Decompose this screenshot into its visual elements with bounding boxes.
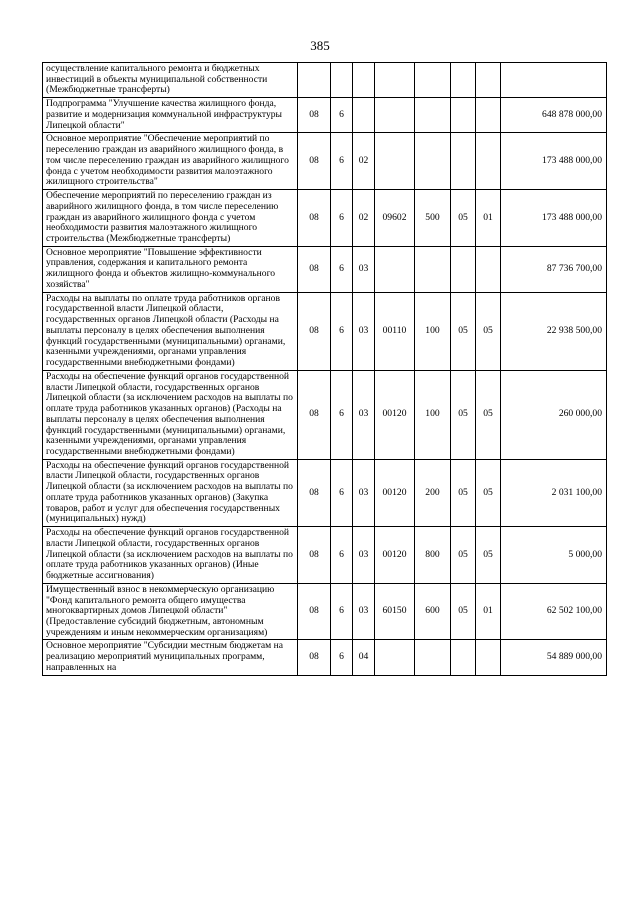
section-code-cell: 08 bbox=[298, 98, 331, 133]
chapter-code-cell bbox=[451, 98, 476, 133]
section-code-cell: 08 bbox=[298, 246, 331, 292]
row-name-cell: Расходы на обеспечение функций органов государственной власти Липецкой области, государственных органов Липецкой области (за исключением расходов на выплаты по оплате труда работников указанных органов) (Расходы на выплаты персоналу в целях обеспечения выполнения функций государственными (муниципальными) органами, казенными учреждениями, органами управления государственными внебюджетными фондами) bbox=[43, 370, 298, 459]
table-row bbox=[43, 190, 607, 247]
expense-code-cell bbox=[375, 640, 415, 675]
expense-code-cell bbox=[375, 63, 415, 98]
table-row bbox=[43, 246, 607, 292]
program-code-cell: 03 bbox=[353, 246, 375, 292]
subsection-code-cell: 6 bbox=[331, 583, 353, 640]
type-code-cell bbox=[415, 133, 451, 190]
program-code-cell: 03 bbox=[353, 583, 375, 640]
expense-code-cell bbox=[375, 246, 415, 292]
chapter-code-cell: 05 bbox=[451, 370, 476, 459]
table-row bbox=[43, 527, 607, 584]
table-body bbox=[43, 63, 607, 676]
subchapter-code-cell: 05 bbox=[476, 370, 501, 459]
type-code-cell bbox=[415, 63, 451, 98]
subsection-code-cell: 6 bbox=[331, 133, 353, 190]
expense-code-cell bbox=[375, 133, 415, 190]
row-name-cell: Основное мероприятие "Обеспечение мероприятий по переселению граждан из аварийного жилищного фонда, в том числе переселению граждан из аварийного жилищного фонда с учетом необходимости развития малоэтажного жилищного строительства" bbox=[43, 133, 298, 190]
subchapter-code-cell: 01 bbox=[476, 583, 501, 640]
amount-cell bbox=[501, 63, 607, 98]
program-code-cell: 02 bbox=[353, 133, 375, 190]
amount-cell: 62 502 100,00 bbox=[501, 583, 607, 640]
subchapter-code-cell bbox=[476, 640, 501, 675]
table-row bbox=[43, 98, 607, 133]
expense-code-cell: 60150 bbox=[375, 583, 415, 640]
amount-cell: 22 938 500,00 bbox=[501, 292, 607, 370]
subchapter-code-cell bbox=[476, 63, 501, 98]
table-row bbox=[43, 370, 607, 459]
subsection-code-cell: 6 bbox=[331, 370, 353, 459]
table-row bbox=[43, 583, 607, 640]
table-row bbox=[43, 63, 607, 98]
section-code-cell: 08 bbox=[298, 527, 331, 584]
chapter-code-cell: 05 bbox=[451, 190, 476, 247]
program-code-cell: 03 bbox=[353, 527, 375, 584]
type-code-cell: 600 bbox=[415, 583, 451, 640]
subchapter-code-cell: 05 bbox=[476, 292, 501, 370]
expense-code-cell bbox=[375, 98, 415, 133]
type-code-cell: 800 bbox=[415, 527, 451, 584]
table-row bbox=[43, 292, 607, 370]
row-name-cell: Расходы на обеспечение функций органов государственной власти Липецкой области, государственных органов Липецкой области (за исключением расходов на выплаты по оплате труда работников указанных органов) (Иные бюджетные ассигнования) bbox=[43, 527, 298, 584]
type-code-cell bbox=[415, 640, 451, 675]
type-code-cell: 100 bbox=[415, 292, 451, 370]
subchapter-code-cell bbox=[476, 133, 501, 190]
budget-table bbox=[42, 62, 607, 676]
subsection-code-cell: 6 bbox=[331, 640, 353, 675]
row-name-cell: осуществление капитального ремонта и бюджетных инвестиций в объекты муниципальной собственности (Межбюджетные трансферты) bbox=[43, 63, 298, 98]
amount-cell: 5 000,00 bbox=[501, 527, 607, 584]
expense-code-cell: 00120 bbox=[375, 527, 415, 584]
subsection-code-cell: 6 bbox=[331, 246, 353, 292]
subchapter-code-cell: 05 bbox=[476, 527, 501, 584]
program-code-cell bbox=[353, 98, 375, 133]
section-code-cell bbox=[298, 63, 331, 98]
section-code-cell: 08 bbox=[298, 459, 331, 526]
program-code-cell: 03 bbox=[353, 370, 375, 459]
section-code-cell: 08 bbox=[298, 133, 331, 190]
expense-code-cell: 00110 bbox=[375, 292, 415, 370]
row-name-cell: Обеспечение мероприятий по переселению граждан из аварийного жилищного фонда, в том числе переселению граждан из аварийного жилищного фонда с учетом необходимости развития малоэтажного жилищного строительства (Межбюджетные трансферты) bbox=[43, 190, 298, 247]
subsection-code-cell: 6 bbox=[331, 292, 353, 370]
chapter-code-cell bbox=[451, 133, 476, 190]
table-row bbox=[43, 133, 607, 190]
subsection-code-cell: 6 bbox=[331, 190, 353, 247]
amount-cell: 173 488 000,00 bbox=[501, 190, 607, 247]
section-code-cell: 08 bbox=[298, 370, 331, 459]
chapter-code-cell bbox=[451, 640, 476, 675]
type-code-cell: 500 bbox=[415, 190, 451, 247]
subsection-code-cell bbox=[331, 63, 353, 98]
page-number: 385 bbox=[310, 38, 330, 53]
chapter-code-cell: 05 bbox=[451, 583, 476, 640]
amount-cell: 260 000,00 bbox=[501, 370, 607, 459]
subchapter-code-cell: 05 bbox=[476, 459, 501, 526]
table-row bbox=[43, 640, 607, 675]
subsection-code-cell: 6 bbox=[331, 98, 353, 133]
amount-cell: 54 889 000,00 bbox=[501, 640, 607, 675]
chapter-code-cell bbox=[451, 246, 476, 292]
program-code-cell bbox=[353, 63, 375, 98]
subsection-code-cell: 6 bbox=[331, 459, 353, 526]
row-name-cell: Основное мероприятие "Субсидии местным бюджетам на реализацию мероприятий муниципальных программ, направленных на bbox=[43, 640, 298, 675]
subchapter-code-cell: 01 bbox=[476, 190, 501, 247]
expense-code-cell: 00120 bbox=[375, 459, 415, 526]
row-name-cell: Расходы на обеспечение функций органов государственной власти Липецкой области, государственных органов Липецкой области (за исключением расходов на выплаты по оплате труда работников указанных органов) (Закупка товаров, работ и услуг для обеспечения государственных (муниципальных) нужд) bbox=[43, 459, 298, 526]
type-code-cell bbox=[415, 246, 451, 292]
row-name-cell: Подпрограмма "Улучшение качества жилищного фонда, развитие и модернизация коммунальной инфраструктуры Липецкой области" bbox=[43, 98, 298, 133]
amount-cell: 87 736 700,00 bbox=[501, 246, 607, 292]
amount-cell: 2 031 100,00 bbox=[501, 459, 607, 526]
expense-code-cell: 00120 bbox=[375, 370, 415, 459]
amount-cell: 173 488 000,00 bbox=[501, 133, 607, 190]
section-code-cell: 08 bbox=[298, 640, 331, 675]
section-code-cell: 08 bbox=[298, 583, 331, 640]
subchapter-code-cell bbox=[476, 246, 501, 292]
amount-cell: 648 878 000,00 bbox=[501, 98, 607, 133]
row-name-cell: Основное мероприятие "Повышение эффективности управления, содержания и капитального ремонта жилищного фонда и объектов жилищно-коммунального хозяйства" bbox=[43, 246, 298, 292]
section-code-cell: 08 bbox=[298, 292, 331, 370]
section-code-cell: 08 bbox=[298, 190, 331, 247]
type-code-cell bbox=[415, 98, 451, 133]
chapter-code-cell bbox=[451, 63, 476, 98]
type-code-cell: 200 bbox=[415, 459, 451, 526]
type-code-cell: 100 bbox=[415, 370, 451, 459]
program-code-cell: 03 bbox=[353, 459, 375, 526]
expense-code-cell: 09602 bbox=[375, 190, 415, 247]
subsection-code-cell: 6 bbox=[331, 527, 353, 584]
row-name-cell: Расходы на выплаты по оплате труда работников органов государственной власти Липецкой области, государственных органов Липецкой области (Расходы на выплаты персоналу в целях обеспечения выполнения функций государственными (муниципальными) органами, казенными учреждениями, органами управления государственными внебюджетными фондами) bbox=[43, 292, 298, 370]
program-code-cell: 03 bbox=[353, 292, 375, 370]
chapter-code-cell: 05 bbox=[451, 527, 476, 584]
subchapter-code-cell bbox=[476, 98, 501, 133]
table-row bbox=[43, 459, 607, 526]
program-code-cell: 02 bbox=[353, 190, 375, 247]
chapter-code-cell: 05 bbox=[451, 459, 476, 526]
row-name-cell: Имущественный взнос в некоммерческую организацию "Фонд капитального ремонта общего имущества многоквартирных домов Липецкой области" (Предоставление субсидий бюджетным, автономным учреждениям и иным некоммерческим организациям) bbox=[43, 583, 298, 640]
chapter-code-cell: 05 bbox=[451, 292, 476, 370]
program-code-cell: 04 bbox=[353, 640, 375, 675]
